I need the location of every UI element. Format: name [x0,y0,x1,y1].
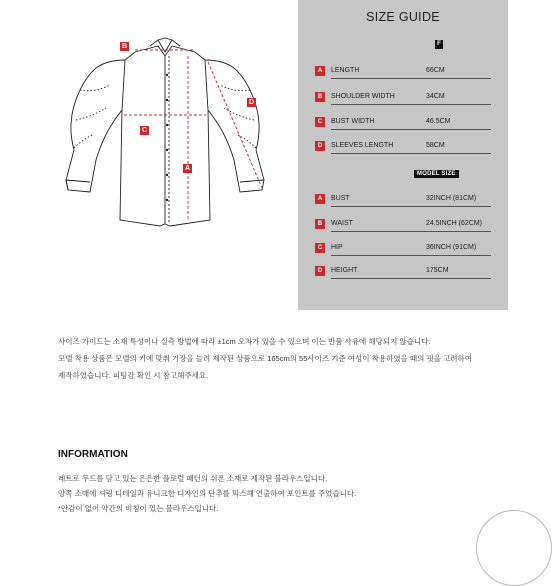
row-label: HIP [331,244,343,251]
model-row [315,194,491,204]
model-size-badge: MODEL SIZE [414,170,459,178]
row-underline [331,153,491,154]
marker-b: B [121,43,128,50]
row-value: 175CM [426,267,449,274]
shirt-illustration [40,30,290,240]
row-value: 58CM [426,142,445,149]
garment-row [315,66,491,76]
row-key: A [315,194,325,204]
row-key: B [315,219,325,229]
size-guide-title: SIZE GUIDE [366,10,440,24]
row-label: SLEEVES LENGTH [331,142,394,149]
row-underline [331,278,491,279]
size-note: 모델 착용 상품은 모델의 키에 맞춰 기장을 늘려 제작된 상품으로 165cm의 55사이즈 기준 여성이 착용하였을 때의 핏을 고려하여 [58,354,473,363]
row-underline [331,129,491,130]
size-guide-panel [298,0,508,310]
marker-c: C [141,127,148,134]
row-key: B [315,92,325,102]
decorative-circle [476,510,552,586]
row-key: A [315,66,325,76]
row-value: 34CM [426,93,445,100]
model-row [315,219,491,229]
row-label: SHOULDER WIDTH [331,93,395,100]
row-value: 36INCH (91CM) [426,244,477,251]
row-label: HEIGHT [331,267,358,274]
row-underline [331,104,491,105]
row-label: BUST WIDTH [331,118,375,125]
information-title: INFORMATION [58,449,128,460]
row-underline [331,231,491,232]
row-value: 66CM [426,67,445,74]
row-underline [331,255,491,256]
row-value: 32INCH (81CM) [426,195,477,202]
row-value: 46.5CM [426,118,451,125]
row-key: D [315,266,325,276]
model-row [315,266,491,276]
row-key: C [315,243,325,253]
row-label: WAIST [331,220,353,227]
row-value: 24.5INCH (62CM) [426,220,483,227]
row-underline [331,206,491,207]
shirt-drawing [40,30,290,240]
garment-row [315,117,491,127]
information-line: *안감이 없어 약간의 비침이 있는 블라우스입니다. [58,504,219,513]
garment-row [315,141,491,151]
marker-d: D [248,99,255,106]
information-line: 레트로 무드를 담고 있는 은은한 플로럴 패턴의 쉬폰 소재로 제작된 블라우스입니다. [58,474,328,483]
marker-a: A [184,165,191,172]
row-label: BUST [331,195,350,202]
row-underline [331,78,491,79]
size-note: 사이즈 가이드는 소재 특성이나 실측 방법에 따라 ±1cm 오차가 있을 수 있으며 이는 반품 사유에 해당되지 않습니다. [58,337,431,346]
information-line: 양쪽 소매에 셔링 디테일과 유니크한 디자인의 단추를 믹스해 연출하여 포인트를 주었습니다. [58,489,357,498]
model-row [315,243,491,253]
row-label: LENGTH [331,67,360,74]
row-key: C [315,117,325,127]
size-note: 제작하였습니다. 피팅감 확인 시 참고해주세요. [58,371,209,380]
row-key: D [315,141,325,151]
size-badge: F [435,40,443,49]
garment-row [315,92,491,102]
